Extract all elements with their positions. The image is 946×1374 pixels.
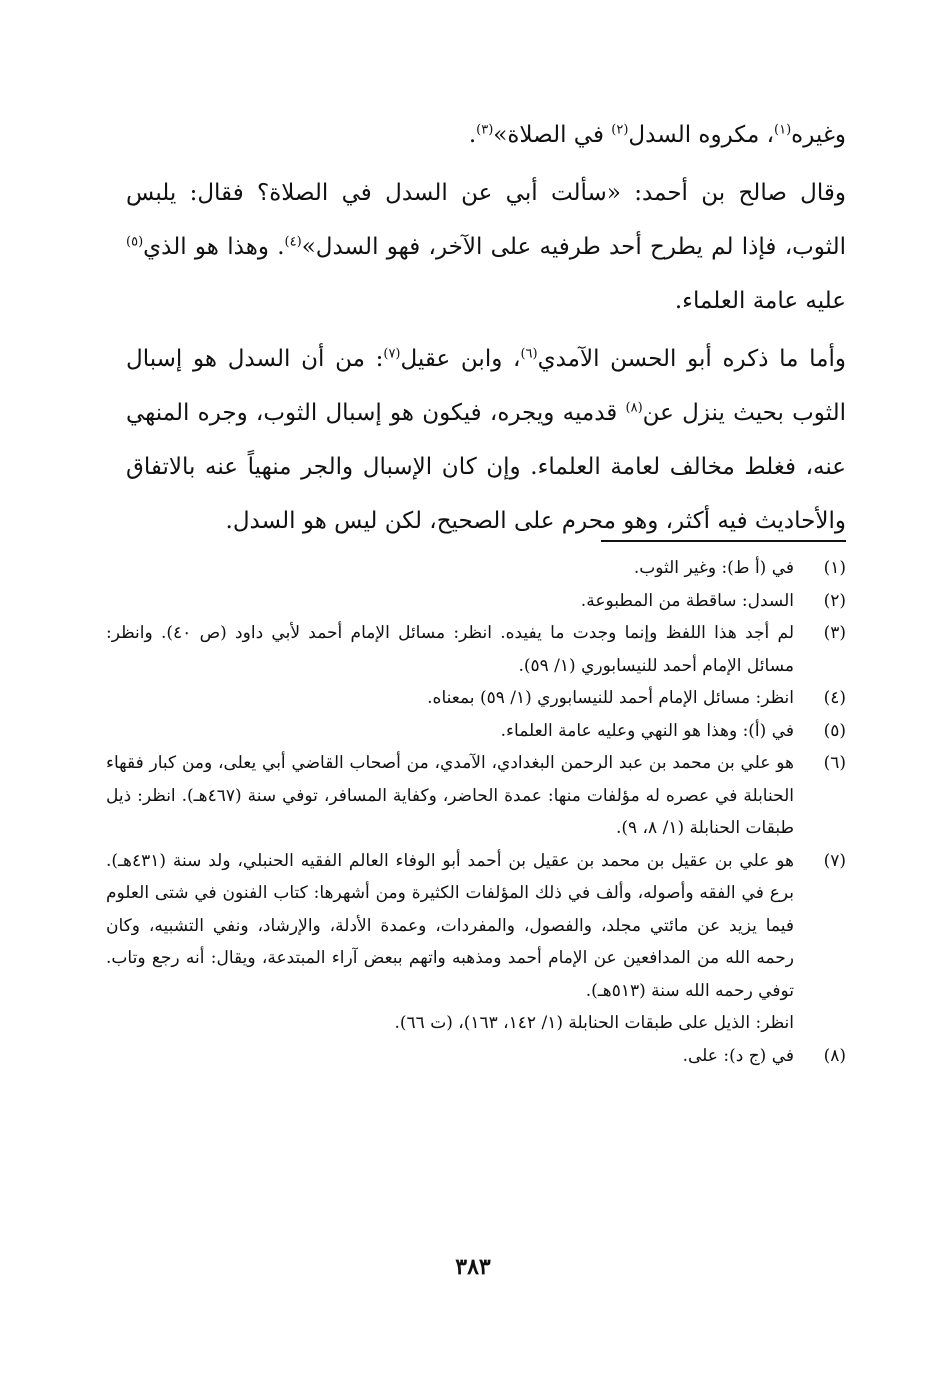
footnote-line: انظر: الذيل على طبقات الحنابلة (١/ ١٤٢، ١٦٣)، (ت ٦٦). <box>394 1013 794 1033</box>
footnotes <box>106 552 846 1072</box>
footnote-number: (٥) <box>823 720 846 741</box>
footnote-text <box>106 552 794 585</box>
footnote-line: السدل: ساقطة من المطبوعة. <box>580 590 794 611</box>
footnote-line: انظر: مسائل الإمام أحمد للنيسابوري (١/ ٥٩) بمعناه. <box>427 688 794 708</box>
page-number: ٣٨٣ <box>455 1254 491 1280</box>
footnote-line: في (ج د): على. <box>682 1045 794 1066</box>
main-paragraph: وغيره$^{(١)}$، مكروه السدل$^{(٢)}$ في الصلاة»$^{(٣)}$. <box>468 122 846 148</box>
footnote-line: لم أجد هذا اللفظ وإنما وجدت ما يفيده. انظر: مسائل الإمام أحمد لأبي داود (ص ٤٠). وانظر: مسائل الإمام أحمد للنيسابوري (١/ ٥٩). <box>106 623 794 676</box>
footnote-text <box>106 1040 794 1073</box>
footnote-line: هو علي بن محمد بن عبد الرحمن البغدادي، الآمدي، من أصحاب القاضي أبي يعلى، ومن كبار فقهاء الحنابلة في عصره له مؤلفات منها: عمدة الحاضر، وكفاية المسافر، توفي سنة (٤٦٧هـ). انظر: ذيل طبقات الحنابلة (١/ ٨، ٩). <box>106 753 794 838</box>
footnote-marker: (٣) <box>476 122 494 138</box>
footnote-text <box>106 682 794 715</box>
footnote-text <box>106 585 794 618</box>
footnote-text <box>106 845 794 1040</box>
footnote-number: (١) <box>823 558 846 578</box>
footnote-number: (٦) <box>823 753 846 773</box>
footnote <box>106 552 846 585</box>
footnote <box>106 747 846 845</box>
footnote <box>106 682 846 715</box>
footnote-marker: (١) <box>774 122 792 138</box>
footnote-line: في (أ ط): وغير الثوب. <box>633 558 794 578</box>
footnote-marker: (٦) <box>520 346 538 362</box>
footnote <box>106 845 846 1040</box>
footnote <box>106 715 846 748</box>
main-text <box>126 108 846 548</box>
main-paragraph: وأما ما ذكره أبو الحسن الآمدي$^{(٦)}$، وابن عقيل$^{(٧)}$: من أن السدل هو إسبال الثوب بحيث ينزل عن$^{(٨)}$ قدميه ويجره، فيكون هو إسبال الثوب، وجره المنهي عنه، فغلط مخالف لعامة العلماء. وإن كان الإسبال والجر منهياً عنه بالاتفاق والأحاديث فيه أكثر، وهو محرم على الصحيح، لكن ليس هو السدل. <box>126 346 846 534</box>
main-paragraph: وقال صالح بن أحمد: «سألت أبي عن السدل في الصلاة؟ فقال: يلبس الثوب، فإذا لم يطرح أحد طرفيه على الآخر، فهو السدل»$^{(٤)}$. وهذا هو الذي$^{(٥)}$ عليه عامة العلماء. <box>126 180 846 314</box>
footnote-marker: (٥) <box>126 234 144 250</box>
footnote <box>106 585 846 618</box>
footnote-marker: (٢) <box>611 122 629 138</box>
footnote-line: في (أ): وهذا هو النهي وعليه عامة العلماء. <box>500 720 794 741</box>
footnote-marker: (٨) <box>625 400 643 416</box>
footnote-marker: (٤) <box>284 234 302 250</box>
footnote <box>106 1040 846 1073</box>
footnote-line: هو علي بن عقيل بن محمد بن عقيل بن أحمد أبو الوفاء العالم الفقيه الحنبلي، ولد سنة (٤٣١هـ). برع في الفقه وأصوله، وألف في ذلك المؤلفات الكثيرة ومن أشهرها: كتاب الفنون في شتى العلوم فيما يزيد عن مائتي مجلد، والفصول، والمفردات، وعمدة الأدلة، والإرشاد، ونفي التشبيه، وكان رحمه الله من المدافعين عن الإمام أحمد ومذهبه واتهم ببعض آراء المبتدعة، ويقال: أنه رجع وتاب. توفي رحمه الله سنة (٥١٣هـ). <box>106 850 794 1001</box>
footnote-number: (٢) <box>823 590 846 611</box>
footnote-number: (٤) <box>823 688 846 708</box>
footnote-text <box>106 747 794 845</box>
footnote-number: (٧) <box>823 850 846 871</box>
footnote-marker: (٧) <box>383 346 401 362</box>
footnote-text <box>106 715 794 748</box>
footnote-separator <box>601 540 846 542</box>
footnote-number: (٣) <box>823 623 846 643</box>
footnote-text <box>106 617 794 682</box>
footnote-number: (٨) <box>823 1045 846 1066</box>
footnote <box>106 617 846 682</box>
